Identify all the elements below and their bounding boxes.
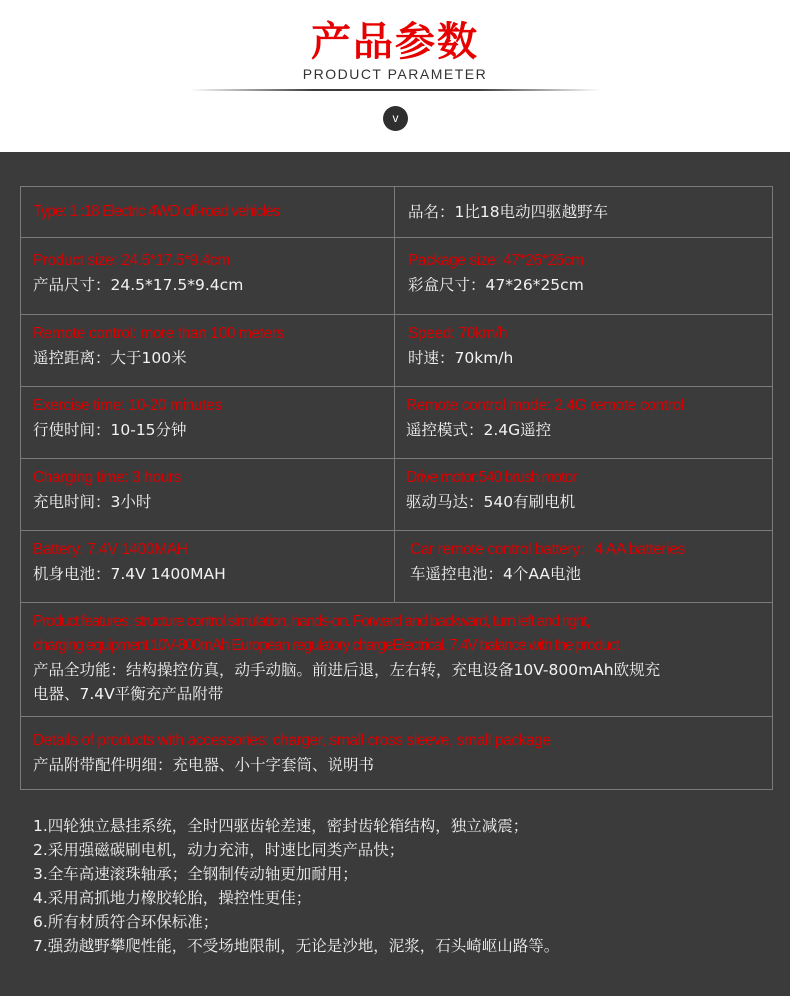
spec-features-cn-line2: 电器、7.4V平衡充产品附带: [33, 685, 224, 703]
spec-cell-remote-battery: [395, 531, 772, 602]
spec-speed-cn: 时速：70km/h: [408, 349, 514, 367]
spec-cell-drive-motor: [395, 459, 772, 530]
spec-features-cn-line1: 产品全功能：结构操控仿真，动手动脑。前进后退，左右转，充电设备10V-800mAh欧规充: [33, 661, 661, 679]
spec-row-remote: [21, 315, 772, 387]
spec-remote-mode-cn: 遥控模式：2.4G遥控: [406, 421, 552, 439]
spec-row-type: [21, 187, 772, 238]
spec-exercise-time-cn: 行使时间：10-15分钟: [33, 421, 187, 439]
page-title: 产品参数: [311, 19, 479, 65]
spec-row-charging: [21, 459, 772, 531]
spec-remote-mode-en: Remote control mode: 2.4G remote control: [406, 397, 684, 414]
spec-cell-package-size: [395, 238, 772, 314]
spec-product-size-cn: 产品尺寸：24.5*17.5*9.4cm: [33, 276, 244, 294]
chevron-down-icon[interactable]: v: [383, 106, 408, 131]
spec-row-battery: [21, 531, 772, 603]
spec-cell-type-en: [21, 187, 395, 237]
spec-remote-control-cn: 遥控距离：大于100米: [33, 349, 187, 367]
spec-cell-type-cn: [395, 187, 772, 237]
spec-cell-speed: [395, 315, 772, 386]
spec-section: [0, 152, 790, 996]
list-item: 6.所有材质符合环保标准；: [33, 913, 219, 931]
title-divider: [190, 89, 600, 91]
spec-package-size-cn: 彩盒尺寸：47*26*25cm: [408, 276, 584, 294]
spec-features-en-line2: charging equipment 10V-800mAh European regulatory chargeElectrical, 7.4V balance with the product: [33, 637, 619, 654]
spec-row-time: [21, 387, 772, 459]
spec-cell-product-size: [21, 238, 395, 314]
spec-row-size: [21, 238, 772, 315]
spec-row-accessories: [21, 717, 772, 789]
spec-package-size-en: Package size: 47*26*25cm: [408, 252, 584, 269]
spec-table: [20, 186, 773, 790]
spec-type-cn: 品名：1比18电动四驱越野车: [408, 203, 609, 221]
spec-cell-battery: [21, 531, 395, 602]
spec-accessories-cn: 产品附带配件明细：充电器、小十字套筒、说明书: [33, 756, 375, 774]
spec-cell-charging-time: [21, 459, 395, 530]
spec-charging-time-en: Charging time: 3 hours: [33, 469, 182, 486]
spec-speed-en: Speed: 70km/h: [408, 325, 508, 342]
spec-remote-battery-cn: 车遥控电池：4个AA电池: [410, 565, 582, 583]
list-item: 7.强劲越野攀爬性能，不受场地限制，无论是沙地，泥浆，石头崎岖山路等。: [33, 937, 560, 955]
spec-type-en: Type: 1 :18 Electric 4WD off-road vehicles: [33, 203, 280, 220]
list-item: 2.采用强磁碳刷电机，动力充沛，时速比同类产品快；: [33, 841, 405, 859]
list-item: 1.四轮独立悬挂系统，全时四驱齿轮差速，密封齿轮箱结构，独立减震；: [33, 817, 529, 835]
spec-cell-remote-control: [21, 315, 395, 386]
spec-cell-remote-mode: [395, 387, 772, 458]
spec-remote-control-en: Remote control: more than 100 meters: [33, 325, 284, 342]
spec-battery-en: Battery: 7.4V 1400MAH: [33, 541, 188, 558]
spec-remote-battery-en: Car remote control battery：4 AA batteries: [410, 541, 685, 558]
spec-cell-exercise-time: [21, 387, 395, 458]
feature-list: [33, 814, 773, 958]
spec-cell-features: [21, 603, 772, 716]
spec-battery-cn: 机身电池：7.4V 1400MAH: [33, 565, 226, 583]
list-item: 4.采用高抓地力橡胶轮胎，操控性更佳；: [33, 889, 312, 907]
spec-charging-time-cn: 充电时间：3小时: [33, 493, 152, 511]
spec-features-en-line1: Product features: structure control simulation, hands-on. Forward and backward, turn left and right,: [33, 613, 590, 630]
header: [0, 0, 790, 152]
spec-drive-motor-cn: 驱动马达：540有刷电机: [406, 493, 576, 511]
spec-cell-accessories: [21, 717, 772, 789]
list-item: 3.全车高速滚珠轴承；全钢制传动轴更加耐用；: [33, 865, 358, 883]
spec-exercise-time-en: Exercise time: 10-20 minutes: [33, 397, 222, 414]
page-subtitle: PRODUCT PARAMETER: [302, 66, 488, 82]
spec-drive-motor-en: Drive motor:540 brush motor: [406, 469, 577, 486]
spec-accessories-en: Details of products with accessories: charger, small cross sleeve, small package: [33, 732, 551, 749]
spec-product-size-en: Product size: 24.5*17.5*9.4cm: [33, 252, 230, 269]
spec-row-features: [21, 603, 772, 717]
